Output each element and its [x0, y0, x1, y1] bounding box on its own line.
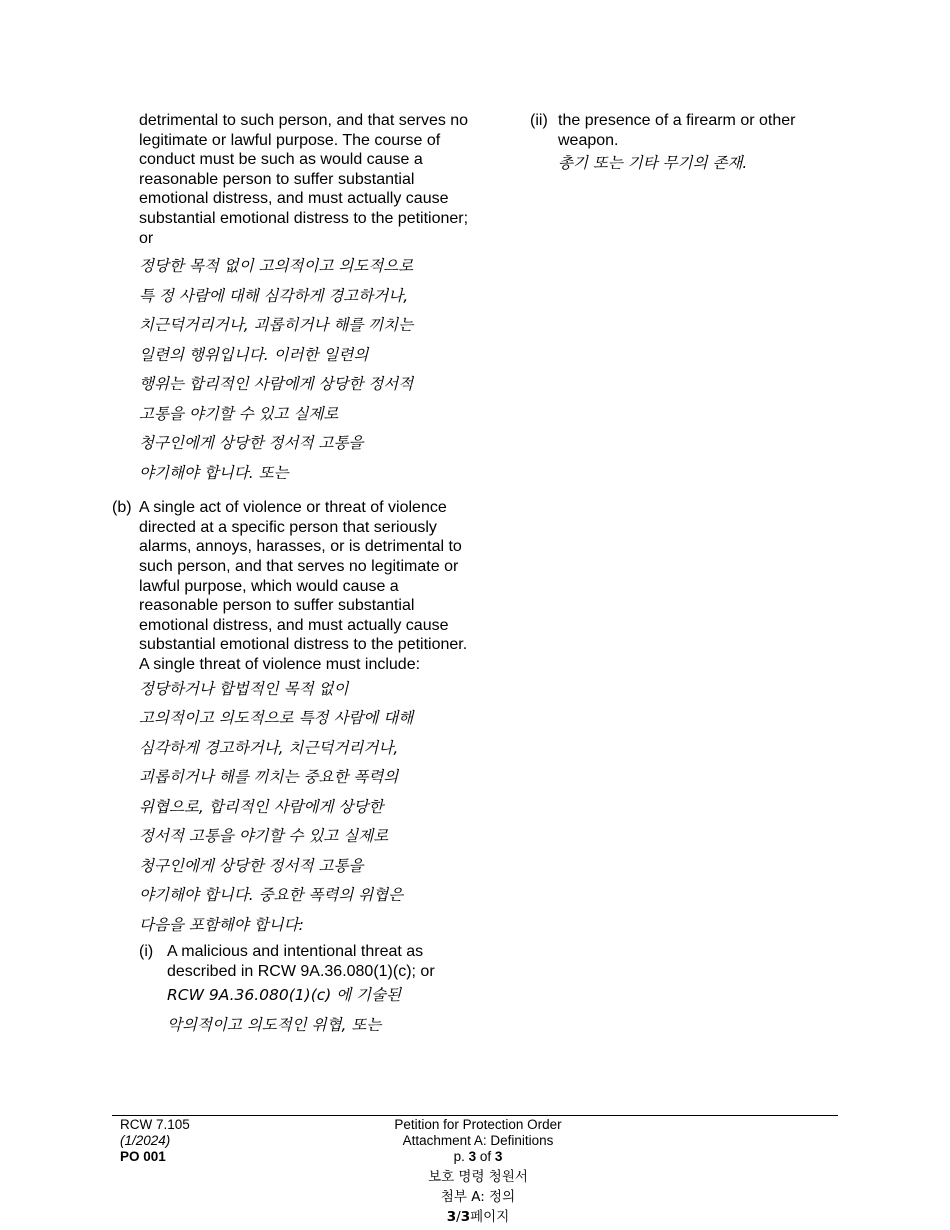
right-column	[530, 111, 840, 174]
item-ii	[530, 111, 840, 174]
footer-attachment-ko: 첨부 A: 정의	[440, 1189, 516, 1205]
footer-page-number-en	[358, 1149, 598, 1165]
footer-title-en: Petition for Protection Order	[394, 1117, 562, 1132]
footer-title-ko: 보호 명령 청원서	[428, 1169, 528, 1185]
footer-form-info	[120, 1117, 190, 1165]
korean-line: 치근덕거리거나, 괴롭히거나 해를 끼치는	[139, 316, 414, 335]
item-b-english-text: A single act of violence or threat of violence directed at a specific person that seriously alarms, annoys, harasses, or is detrimental to such person, and that serves no legitimate or lawful purpose, which would cause a reasonable person to suffer substantial emotional distress, and must actually cause substantial emotional distress to the petitioner. A single threat of violence must include:	[139, 499, 468, 673]
korean-line: 야기해야 합니다. 또는	[139, 463, 289, 482]
korean-line: 악의적이고 의도적인 위협, 또는	[167, 1015, 382, 1034]
korean-line: 청구인에게 상당한 정서적 고통을	[139, 856, 364, 875]
footer-form-number: PO 001	[120, 1149, 166, 1164]
item-i-body	[167, 942, 472, 1040]
korean-line: 야기해야 합니다. 중요한 폭력의 위협은	[139, 886, 404, 904]
footer-attachment-en: Attachment A: Definitions	[402, 1133, 554, 1148]
item-a-korean-text	[139, 252, 472, 488]
footer-rcw: RCW 7.105	[120, 1117, 190, 1132]
page-total-ko: 3	[460, 1209, 471, 1225]
korean-line: 행위는 합리적인 사람에게 상당한 정서적	[139, 375, 414, 394]
item-i-label: (i)	[139, 943, 154, 960]
korean-line: 일련의 행위입니다. 이러한 일련의	[139, 345, 369, 364]
page-of: of	[476, 1149, 495, 1164]
item-ii-korean-text: 총기 또는 기타 무기의 존재.	[558, 154, 748, 173]
page-current: 3	[468, 1149, 477, 1164]
item-b-label: (b)	[112, 499, 132, 517]
page-prefix: p.	[453, 1149, 469, 1164]
left-column	[112, 111, 472, 1040]
korean-line: 괴롭히거나 해를 끼치는 중요한 폭력의	[139, 768, 399, 786]
item-i-korean-text	[167, 981, 472, 1040]
page-separator-ko: /	[456, 1209, 461, 1225]
korean-line: 고통을 야기할 수 있고 실제로	[139, 404, 339, 423]
item-ii-body	[558, 111, 840, 174]
korean-line: 정당하거나 합법적인 목적 없이	[139, 679, 349, 698]
page-suffix-ko: 페이지	[470, 1209, 510, 1225]
korean-line: RCW 9A.36.080(1)(c) 에 기술된	[167, 986, 402, 1005]
item-b-korean-text	[139, 675, 472, 941]
page-current-ko: 3	[446, 1209, 457, 1225]
korean-line: 정서적 고통을 야기할 수 있고 실제로	[139, 827, 389, 845]
korean-line: 다음을 포함해야 합니다:	[139, 915, 304, 934]
item-a-continued	[139, 111, 472, 488]
page-total: 3	[494, 1149, 503, 1164]
item-a-english-text: detrimental to such person, and that serves no legitimate or lawful purpose. The course of conduct must be such as would cause a reasonable person to suffer substantial emotional distress, and must actually cause substantial emotional distress to the petitioner; or	[139, 112, 469, 247]
item-i	[139, 942, 472, 1040]
footer-revision-date: (1/2024)	[120, 1133, 171, 1148]
korean-line: 고의적이고 의도적으로 특정 사람에 대해	[139, 709, 414, 727]
footer-document-title	[358, 1117, 598, 1227]
korean-line: 정당한 목적 없이 고의적이고 의도적으로	[139, 257, 414, 276]
item-i-english-text: A malicious and intentional threat as described in RCW 9A.36.080(1)(c); or	[167, 943, 435, 980]
korean-line: 청구인에게 상당한 정서적 고통을	[139, 434, 364, 453]
item-ii-label: (ii)	[530, 112, 548, 129]
item-b-body	[139, 498, 472, 1040]
item-b	[112, 498, 472, 1040]
footer-page-number-ko	[358, 1207, 598, 1227]
korean-line: 특 정 사람에 대해 심각하게 경고하거나,	[139, 286, 409, 305]
korean-line: 심각하게 경고하거나, 치근덕거리거나,	[139, 738, 399, 757]
footer-divider	[112, 1115, 838, 1116]
item-ii-english-text: the presence of a firearm or other weapon.	[558, 112, 796, 149]
korean-line: 위협으로, 합리적인 사람에게 상당한	[139, 797, 384, 816]
